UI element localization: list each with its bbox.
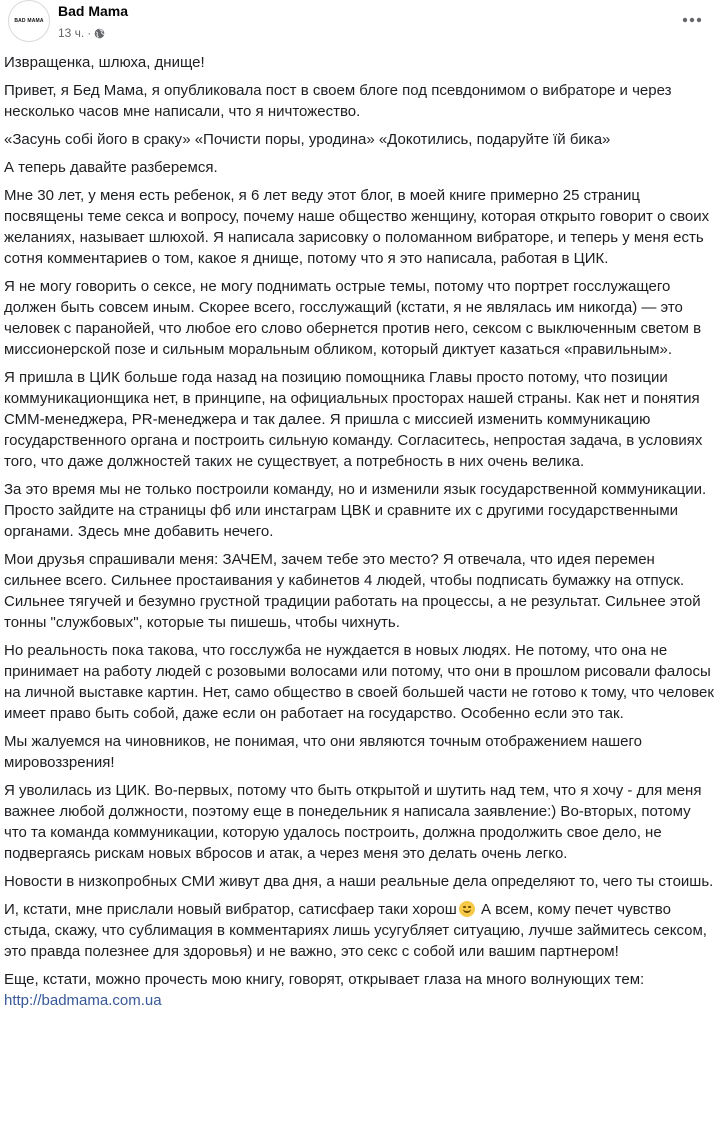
post-paragraph: Я пришла в ЦИК больше года назад на позицию помощника Главы просто потому, что позиции коммуникационщика нет, в принципе, на официальных просторах нашей страны. Как нет и понятия СММ-менеджера, PR-менеджера и так далее. Я пришла с миссией изменить коммуникацию государственного органа и построить сильную команду. Согласитесь, непростая задача, в условиях того, что даже должностей таких не существует, а потребность в них очень велика.: [4, 369, 703, 470]
avatar[interactable]: [8, 0, 50, 42]
post-paragraph: А теперь давайте разберемся.: [4, 159, 218, 176]
post-text: Еще, кстати, можно прочесть мою книгу, говорят, открывает глаза на много волнующих тем:: [4, 971, 645, 988]
post-paragraph: Мы жалуемся на чиновников, не понимая, что они являются точным отображением нашего мировоззрения!: [4, 733, 642, 771]
post-header: [4, 0, 714, 52]
meta-separator: ·: [87, 26, 92, 40]
more-horizontal-icon: [682, 17, 702, 23]
post-body: [4, 52, 714, 1011]
post-paragraph: Я уволилась из ЦИК. Во-первых, потому что быть открытой и шутить над тем, что я хочу - для меня важнее любой должности, поэтому еще в понедельник я написала заявление:) Во-вторых, потому что та команда коммуникации, которую удалось построить, должна продолжить свое дело, не подвергаясь рискам новых вбросов и атак, а через меня это делать очень легко.: [4, 782, 702, 862]
post-paragraph: Но реальность пока такова, что госслужба не нуждается в новых людях. Не потому, что она не принимает на работу людей с розовыми волосами или потому, что они в прошлом рисовали фалосы на личной выставке картин. Нет, само общество в своей большей части не готово к тому, что человек имеет право быть собой, даже если он работает на государство. Особенно если это так.: [4, 642, 714, 722]
post-paragraph: [4, 899, 714, 962]
website-link[interactable]: http://badmama.com.ua: [4, 992, 162, 1009]
post-paragraph: «Засунь собі його в сраку» «Почисти поры, уродина» «Докотились, подаруйте їй бика»: [4, 131, 611, 148]
author-name[interactable]: Bad Mama: [58, 3, 129, 19]
more-options-button[interactable]: [678, 6, 706, 34]
post-text: И, кстати, мне прислали новый вибратор, сатисфаер таки хорош: [4, 901, 457, 918]
avatar-logo-text: BAD MAMA: [14, 18, 44, 24]
smiling-face-emoji: [459, 901, 475, 917]
post-paragraph: [4, 969, 714, 1011]
post-paragraph: За это время мы не только построили команду, но и изменили язык государственной коммуникации. Просто зайдите на страницы фб или инстаграм ЦВК и сравните их с другими государственными органами. Здесь мне добавить нечего.: [4, 481, 707, 540]
post-paragraph: Извращенка, шлюха, днище!: [4, 54, 205, 71]
post-text: А всем, кому печет чувство стыда, скажу, что сублимация в комментариях лишь усугубляет ситуацию, лучше займитесь сексом, это правда полезнее для здоровья) и не важно, это секс с собой или вашим партнером!: [4, 901, 707, 960]
post-timestamp[interactable]: 13 ч.: [58, 26, 85, 40]
post-paragraph: Я не могу говорить о сексе, не могу поднимать острые темы, потому что портрет госслужащего должен быть совсем иным. Скорее всего, госслужащий (кстати, я не являлась им никогда) — это человек с паранойей, что любое его слово обернется против него, сексом с выключенным светом в миссионерской позе и сильным моральным обликом, который диктует казаться «правильным».: [4, 278, 702, 358]
post-paragraph: Мне 30 лет, у меня есть ребенок, я 6 лет веду этот блог, в моей книге примерно 25 страниц посвящены теме секса и вопросу, почему наше общество женщину, которая открыто говорит о своих желаниях, называет шлюхой. Я написала зарисовку о поломанном вибраторе, и теперь у меня есть сотня комментариев о том, какое я днище, потому что я это написала, работая в ЦИК.: [4, 187, 710, 267]
post-paragraph: Привет, я Бед Мама, я опубликовала пост в своем блоге под псевдонимом о вибраторе и через несколько часов мне написали, что я ничтожество.: [4, 82, 672, 120]
post-meta: [58, 26, 105, 40]
globe-icon: [94, 28, 105, 39]
post-paragraph: Мои друзья спрашивали меня: ЗАЧЕМ, зачем тебе это место? Я отвечала, что идея перемен сильнее всего. Сильнее простаивания у кабинетов 4 людей, чтобы подписать бумажку на отпуск. Сильнее тягучей и безумно грустной традиции работать на процессы, а не результат. Сильнее этой тонны "службовых", которые ты пишешь, чтобы чихнуть.: [4, 551, 701, 631]
post-paragraph: Новости в низкопробных СМИ живут два дня, а наши реальные дела определяют то, чего ты стоишь.: [4, 873, 714, 890]
